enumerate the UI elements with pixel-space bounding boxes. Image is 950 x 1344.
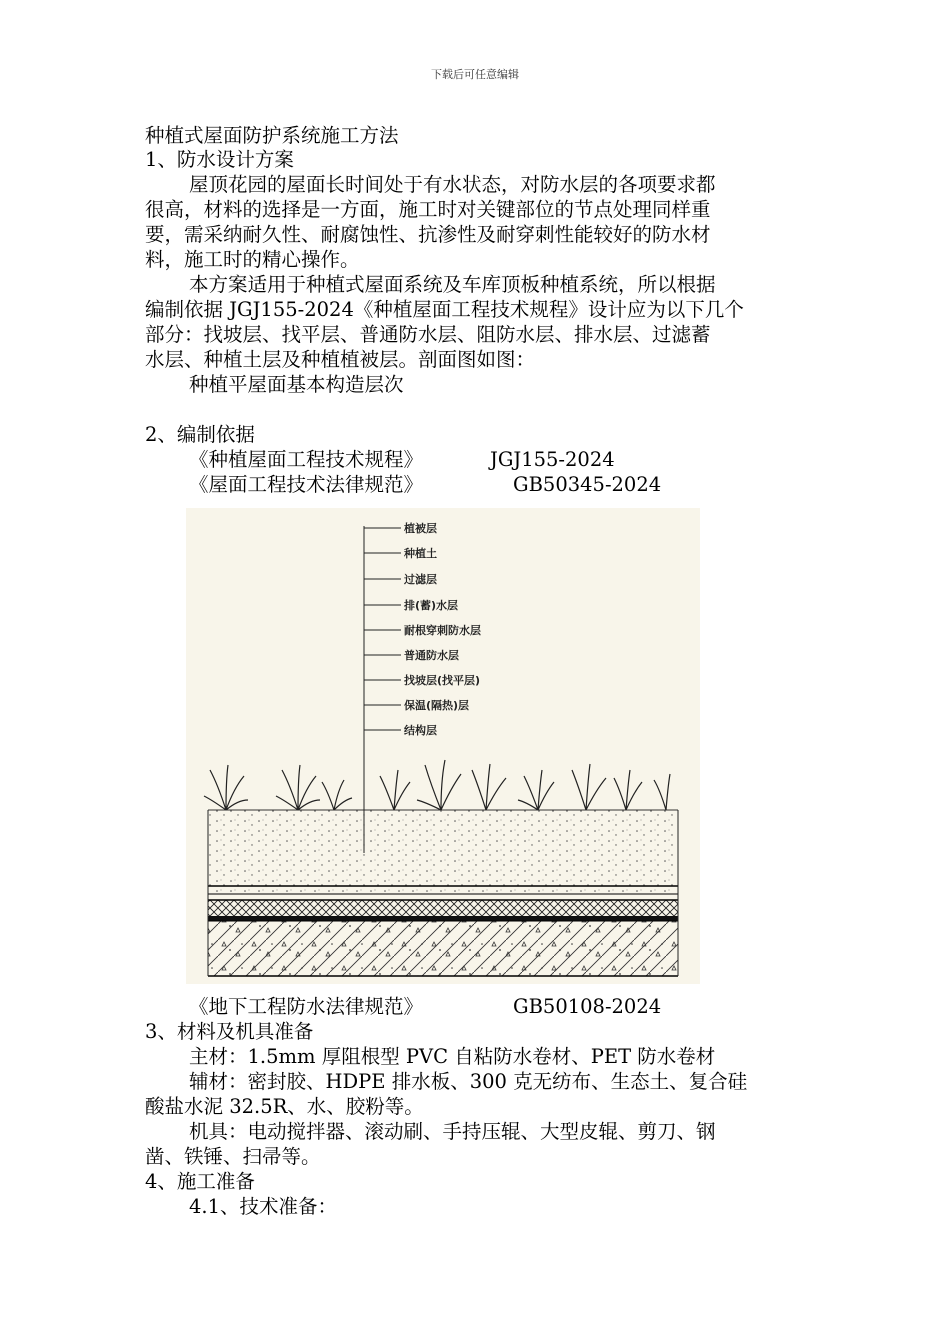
layer-label: 过滤层 <box>404 573 437 586</box>
roof-section-diagram <box>186 508 700 984</box>
figure-caption: 种植平屋面基本构造层次 <box>189 373 404 396</box>
auxiliary-materials: 辅材：密封胶、HDPE 排水板、300 克无纺布、生态土、复合硅 <box>189 1070 748 1093</box>
section-2-heading: 2、编制依据 <box>145 423 255 446</box>
layer-label: 植被层 <box>404 522 437 535</box>
layer-label: 耐根穿刺防水层 <box>404 624 481 637</box>
layer-label: 找坡层(找平层) <box>404 674 481 687</box>
paragraph-line: 部分：找坡层、找平层、普通防水层、阻防水层、排水层、过滤蓄 <box>145 323 711 346</box>
reference-code: JGJ155-2024 <box>490 448 615 471</box>
reference-title: 《地下工程防水法律规范》 <box>189 995 424 1018</box>
layer-label: 排(蓄)水层 <box>404 599 459 612</box>
layer-label: 种植土 <box>404 547 437 560</box>
reference-code: GB50345-2024 <box>513 473 662 496</box>
tools: 机具：电动搅拌器、滚动刷、手持压辊、大型皮辊、剪刀、钢 <box>189 1120 716 1143</box>
layer-label: 保温(隔热)层 <box>404 699 470 712</box>
layer-label: 普通防水层 <box>404 649 459 662</box>
reference-title: 《屋面工程技术法律规范》 <box>189 473 424 496</box>
section-1-heading: 1、防水设计方案 <box>145 148 294 171</box>
main-materials: 主材：1.5mm 厚阻根型 PVC 自粘防水卷材、PET 防水卷材 <box>189 1045 716 1068</box>
document-title: 种植式屋面防护系统施工方法 <box>145 124 399 147</box>
reference-code: GB50108-2024 <box>513 995 662 1018</box>
section-3-heading: 3、材料及机具准备 <box>145 1020 314 1043</box>
layer-label: 结构层 <box>404 724 437 737</box>
reference-title: 《种植屋面工程技术规程》 <box>189 448 424 471</box>
tools: 凿、铁锤、扫帚等。 <box>145 1145 321 1168</box>
paragraph-line: 很高，材料的选择是一方面，施工时对关键部位的节点处理同样重 <box>145 198 711 221</box>
page-header-note: 下载后可任意编辑 <box>431 68 519 81</box>
paragraph-line: 要，需采纳耐久性、耐腐蚀性、抗渗性及耐穿刺性能较好的防水材 <box>145 223 711 246</box>
subsection-heading: 4.1、技术准备： <box>189 1195 338 1218</box>
paragraph-line: 水层、种植土层及种植植被层。剖面图如图： <box>145 348 536 371</box>
section-4-heading: 4、施工准备 <box>145 1170 255 1193</box>
paragraph-line: 料，施工时的精心操作。 <box>145 248 360 271</box>
paragraph-line: 屋顶花园的屋面长时间处于有水状态，对防水层的各项要求都 <box>189 173 716 196</box>
paragraph-line: 本方案适用于种植式屋面系统及车库顶板种植系统，所以根据 <box>189 273 716 296</box>
paragraph-line: 编制依据 JGJ155-2024《种植屋面工程技术规程》设计应为以下几个 <box>145 298 744 321</box>
auxiliary-materials: 酸盐水泥 32.5R、水、胶粉等。 <box>145 1095 424 1118</box>
